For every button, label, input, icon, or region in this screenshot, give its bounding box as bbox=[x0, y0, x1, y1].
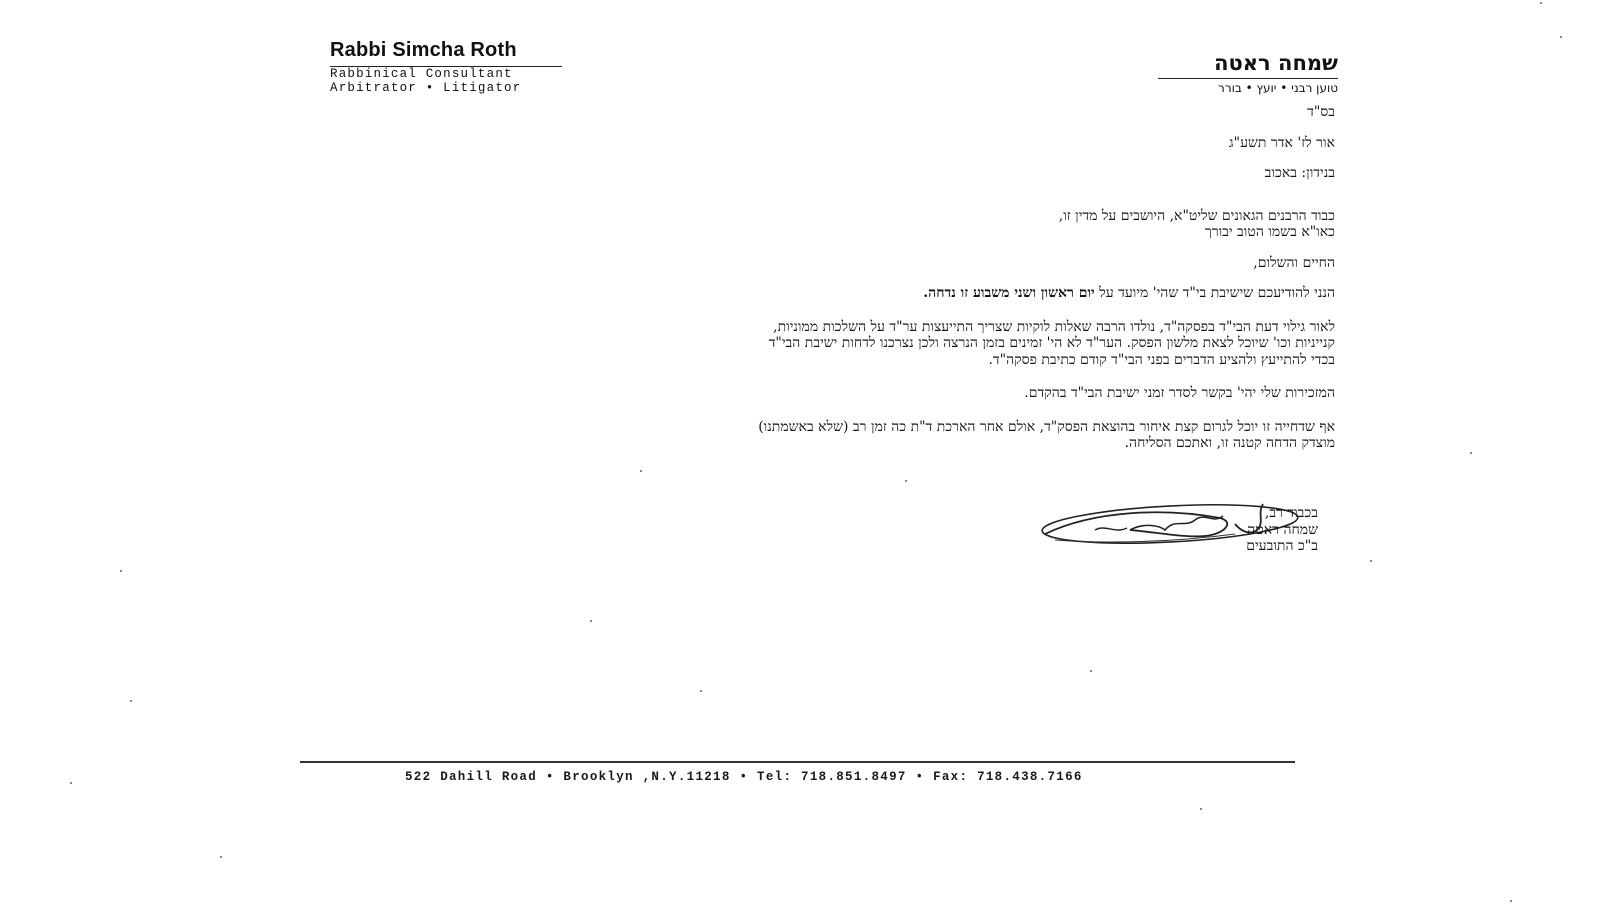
address-line-2: כאו"א בשמו הטוב יבורך bbox=[1204, 224, 1335, 240]
footer-address: 522 Dahill Road • Brooklyn ,N.Y.11218 • Tel: 718.851.8497 • Fax: 718.438.7166 bbox=[405, 770, 1083, 784]
scan-speck bbox=[70, 782, 72, 784]
letterhead-title-line2: Arbitrator • Litigator bbox=[330, 81, 522, 95]
paragraph-2-line-1: לאור גילוי דעת הבי"ד בפסקה"ד, נולדו הרבה שאלות לוקיות שצריך התייעצות ער"ד על השלכות ממוניות, bbox=[773, 318, 1335, 335]
letterhead-subtitle-hebrew: טוען רבני • יועץ • בורר bbox=[1218, 81, 1338, 95]
letterhead-hebrew bbox=[1158, 50, 1338, 96]
letterhead-title-line1: Rabbinical Consultant bbox=[330, 67, 513, 81]
scan-speck bbox=[120, 570, 122, 572]
paragraph-4-line-1: אף שדחייה זו יוכל לגרום קצת איחור בהוצאת הפסק"ד, אולם אחר הארכת ד"ת כה זמן רב (שלא באשמתנו) bbox=[758, 418, 1335, 435]
closing-block bbox=[1246, 505, 1318, 555]
greeting: החיים והשלום, bbox=[1253, 254, 1335, 271]
paragraph-2-line-3: בכדי להתייעץ ולהציע הדברים בפני הבי"ד קודם כתיבת פסקה"ד. bbox=[988, 351, 1335, 368]
scan-speck bbox=[590, 620, 592, 622]
letter-body bbox=[335, 104, 1335, 452]
scan-speck bbox=[1560, 36, 1562, 38]
scan-speck bbox=[1370, 560, 1372, 562]
letterhead-rule-hebrew bbox=[1158, 78, 1338, 79]
address-line-1: כבוד הרבנים הגאונים שליט"א, היושבים על מדין זו, bbox=[1058, 207, 1335, 224]
footer-rule bbox=[300, 761, 1295, 763]
closing-regards: בכבוד רב, bbox=[1264, 505, 1318, 521]
bsd-mark: בס"ד bbox=[1307, 104, 1335, 120]
paragraph-1-text: הנני להודיעכם שישיבת בי"ד שהי' מיועד על bbox=[1094, 285, 1335, 301]
letterhead-english bbox=[330, 38, 650, 95]
paragraph-1 bbox=[335, 285, 1335, 302]
scan-speck bbox=[1090, 670, 1092, 672]
letter-subject: בנידון: באכוב bbox=[1264, 165, 1335, 181]
scan-speck bbox=[640, 470, 642, 472]
paragraph-4-line-2: מוצדק הדחה קטנה זו, ואתכם הסליחה. bbox=[1124, 435, 1335, 451]
scan-speck bbox=[1200, 808, 1202, 810]
paragraph-1-bold: יום ראשון ושני משבוע זו נדחה. bbox=[923, 285, 1095, 301]
closing-name: שמחה ראטה bbox=[1247, 521, 1318, 538]
letterhead-name-hebrew: שמחה ראטה bbox=[1214, 51, 1338, 75]
scan-speck bbox=[1540, 2, 1542, 4]
closing-role: ב"כ התובעים bbox=[1246, 538, 1318, 554]
scan-speck bbox=[1510, 900, 1512, 902]
scan-speck bbox=[1470, 452, 1472, 454]
scan-speck bbox=[700, 690, 702, 692]
scan-speck bbox=[130, 700, 132, 702]
scan-speck bbox=[220, 856, 222, 858]
letterhead-name-english: Rabbi Simcha Roth bbox=[330, 39, 517, 61]
letter-date: אור לז' אדר תשע"ג bbox=[1229, 134, 1335, 151]
paragraph-3: המזכירות שלי יהי' בקשר לסדר זמני ישיבת הבי"ד בהקדם. bbox=[1024, 385, 1335, 401]
scan-speck bbox=[905, 480, 907, 482]
paragraph-2-line-2: קנייניות וכו' שיוכל לצאת מלשון הפסק. הער"ד לא הי' זמינים בזמן הנרצה ולכן נצרכנו לדחות ישיבת הבי"ד bbox=[768, 335, 1335, 351]
